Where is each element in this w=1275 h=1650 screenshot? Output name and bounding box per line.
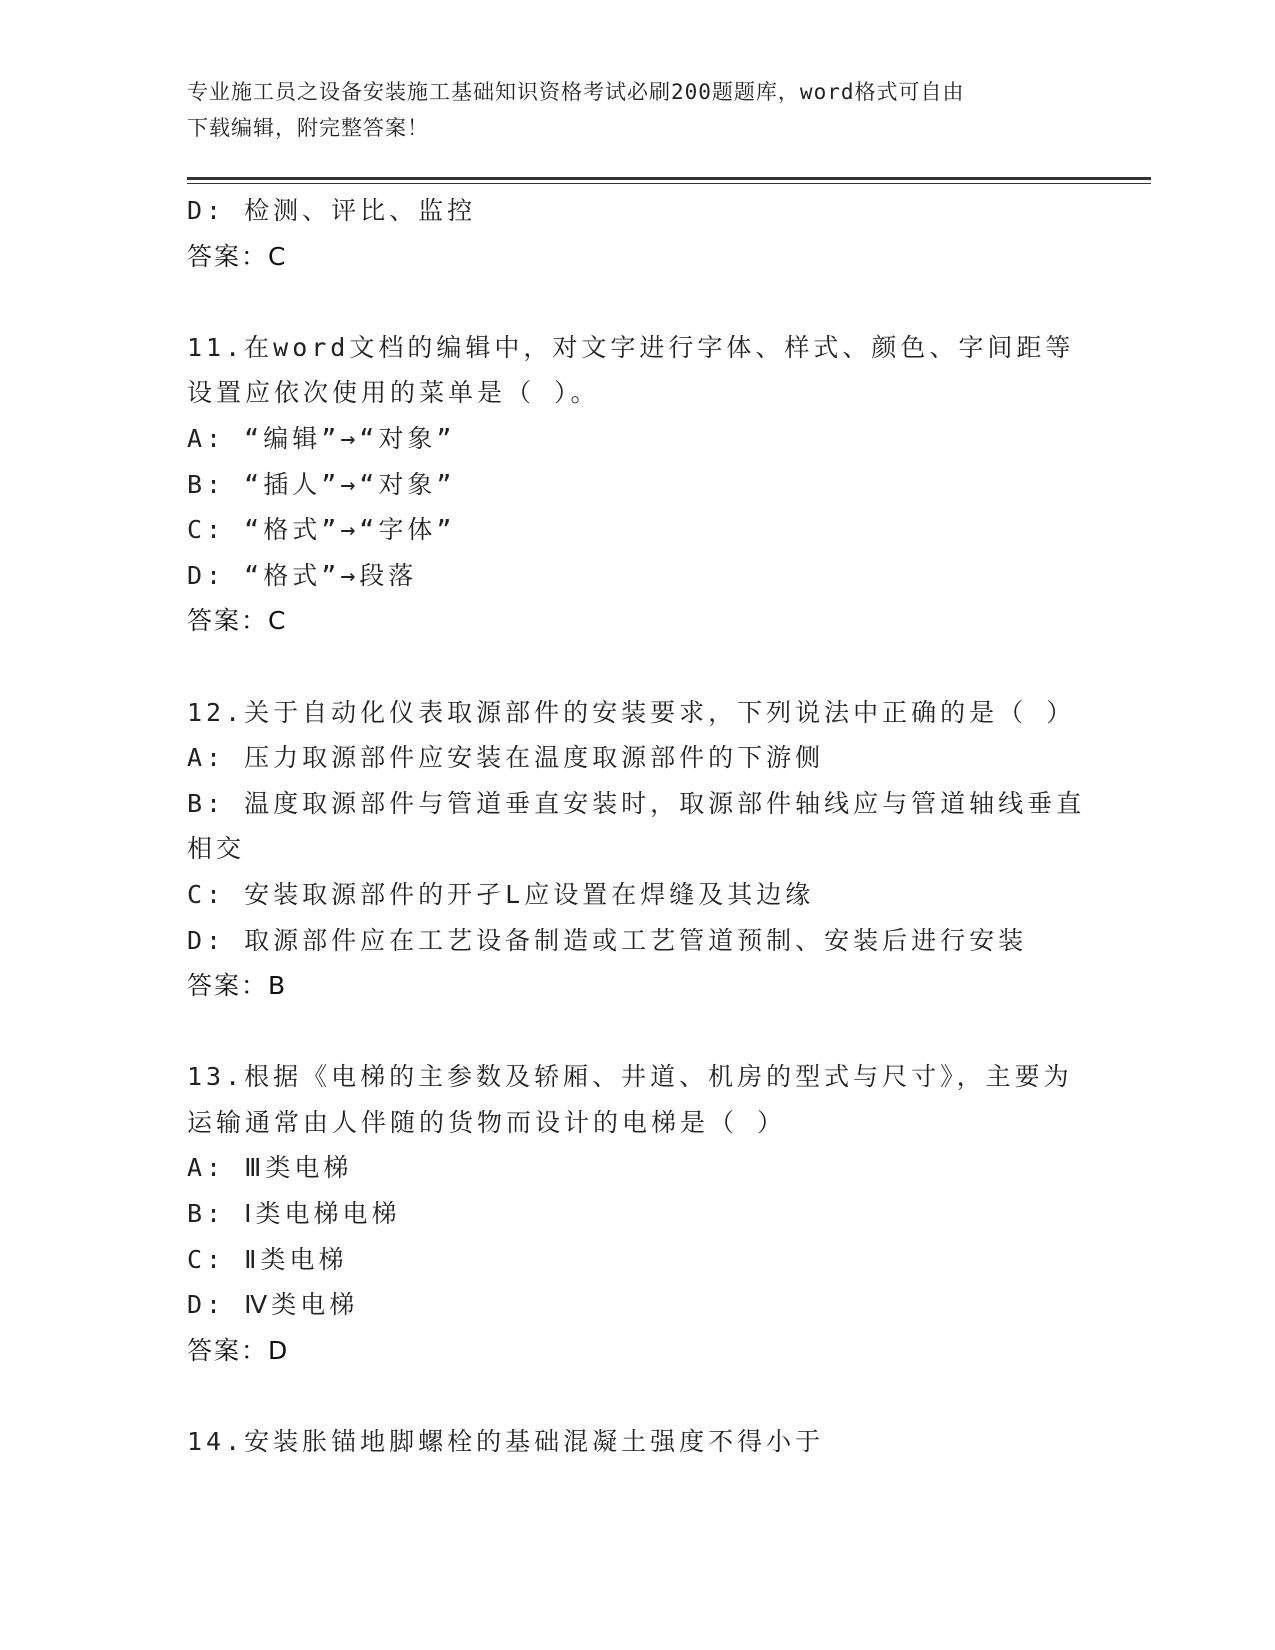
header-line-1: 专业施工员之设备安装施工基础知识资格考试必刷200题题库，word格式可自由	[187, 80, 965, 104]
question-12	[187, 690, 1087, 1009]
answer-line: 答案：C	[187, 606, 288, 636]
question-stem-cont: 运输通常由人伴随的货物而设计的电梯是（ ）	[187, 1107, 787, 1137]
spacer	[187, 279, 1087, 325]
spacer	[187, 1373, 1087, 1419]
question-stem: 12.关于自动化仪表取源部件的安装要求，下列说法中正确的是（ ）	[187, 697, 1076, 727]
option-c: C: “格式”→“字体”	[187, 515, 456, 545]
option-b: B: “插人”→“对象”	[187, 469, 456, 499]
question-stem: 11.在word文档的编辑中，对文字进行字体、样式、颜色、字间距等	[187, 332, 1075, 362]
option-b: B: Ⅰ类电梯电梯	[187, 1199, 401, 1229]
spacer	[187, 1009, 1087, 1055]
option-c: C: 安装取源部件的开孑L应设置在焊缝及其边缘	[187, 879, 815, 909]
question-10-tail	[187, 188, 1087, 279]
header-divider	[187, 177, 1151, 180]
option-c: C: Ⅱ类电梯	[187, 1244, 348, 1274]
page-header	[187, 74, 1087, 146]
document-body	[187, 188, 1087, 1465]
spacer	[187, 644, 1087, 690]
answer-line: 答案：C	[187, 241, 288, 271]
option-a: A: “编辑”→“对象”	[187, 423, 456, 453]
option-d: D: “格式”→段落	[187, 560, 418, 590]
question-14	[187, 1419, 1087, 1465]
option-a: A: 压力取源部件应安装在温度取源部件的下游侧	[187, 743, 825, 773]
option-d: D: Ⅳ类电梯	[187, 1290, 359, 1320]
question-13	[187, 1054, 1087, 1373]
option-a: A: Ⅲ类电梯	[187, 1153, 353, 1183]
option-b-cont: 相交	[187, 834, 246, 864]
question-stem: 14.安装胀锚地脚螺栓的基础混凝土强度不得小于	[187, 1427, 825, 1457]
answer-line: 答案：D	[187, 1335, 290, 1365]
question-stem-cont: 设置应依次使用的菜单是（ ）。	[187, 378, 600, 408]
option-d: D: 取源部件应在工艺设备制造或工艺管道预制、安装后进行安装	[187, 925, 1028, 955]
answer-line: 答案：B	[187, 971, 288, 1001]
header-line-2: 下载编辑，附完整答案！	[187, 116, 429, 140]
option-b: B: 温度取源部件与管道垂直安装时，取源部件轴线应与管道轴线垂直	[187, 788, 1086, 818]
question-stem: 13.根据《电梯的主参数及轿厢、井道、机房的型式与尺寸》，主要为	[187, 1062, 1073, 1092]
question-11	[187, 325, 1087, 644]
option-d: D: 检测、评比、监控	[187, 196, 477, 225]
